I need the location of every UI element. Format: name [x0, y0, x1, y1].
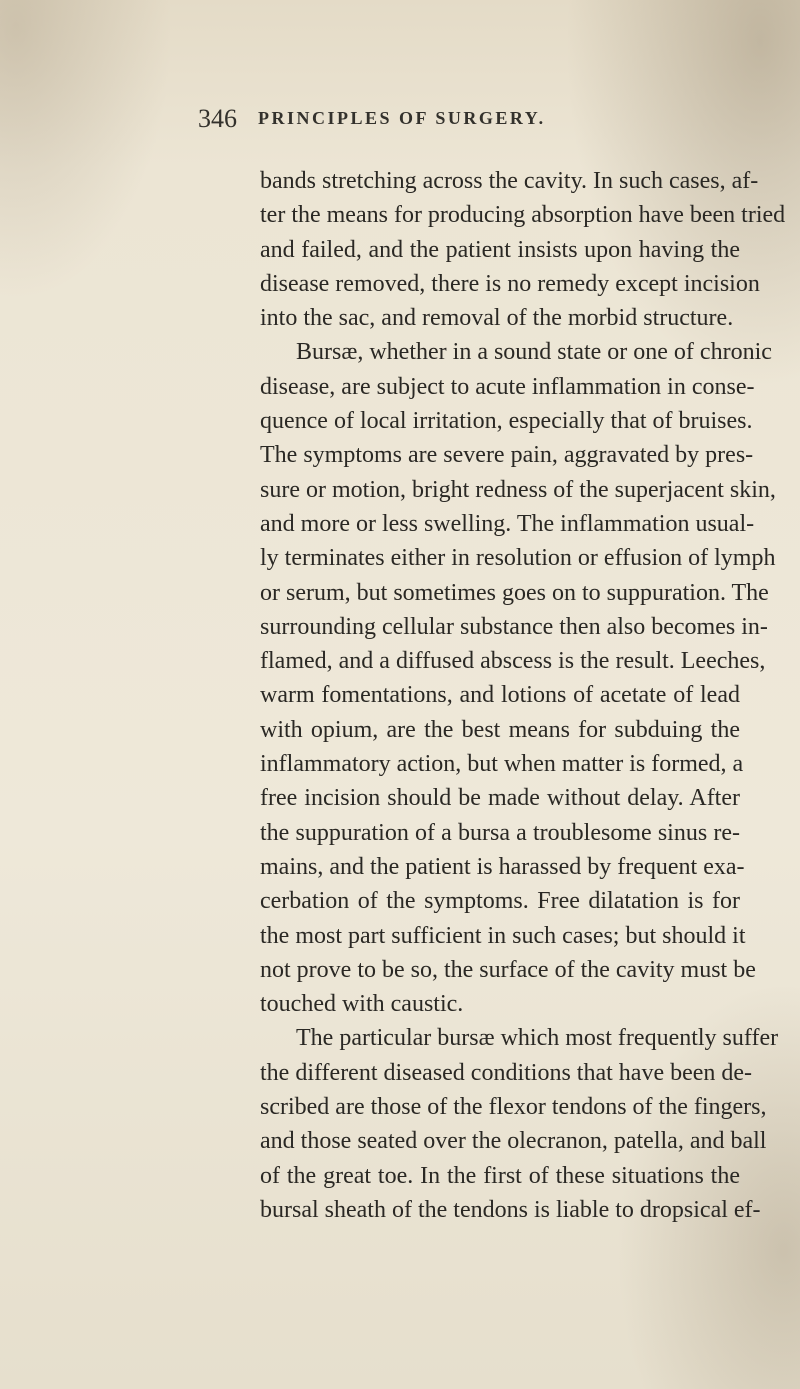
text-line: the different diseased conditions that have been de- [260, 1059, 753, 1086]
text-line: The particular bursæ which most frequently suffer [296, 1025, 779, 1052]
text-line: touched with caustic. [260, 991, 464, 1018]
text-line: The symptoms are severe pain, aggravated by pres- [260, 442, 754, 469]
text-line: warm fomentations, and lotions of acetate of lead [260, 682, 740, 709]
text-line: disease, are subject to acute inflammation in conse- [260, 373, 755, 400]
body-text [260, 164, 786, 1227]
text-line: the most part sufficient in such cases; but should it [260, 922, 746, 949]
paragraph [260, 335, 776, 1021]
text-line: and failed, and the patient insists upon having the [260, 236, 740, 263]
text-line: quence of local irritation, especially that of bruises. [260, 408, 753, 435]
text-line: or serum, but sometimes goes on to suppuration. The [260, 579, 769, 606]
text-line: disease removed, there is no remedy except incision [260, 270, 760, 297]
text-line: mains, and the patient is harassed by frequent exa- [260, 853, 745, 880]
text-line: with opium, are the best means for subduing the [260, 716, 740, 743]
text-line: Bursæ, whether in a sound state or one of chronic [296, 339, 772, 366]
text-line: bands stretching across the cavity. In such cases, af- [260, 168, 759, 194]
text-line: cerbation of the symptoms. Free dilatation is for [260, 888, 740, 915]
text-line: the suppuration of a bursa a troublesome sinus re- [260, 819, 740, 846]
text-line: sure or motion, bright redness of the superjacent skin, [260, 476, 776, 503]
text-line: surrounding cellular substance then also becomes in- [260, 613, 768, 640]
text-line: bursal sheath of the tendons is liable to dropsical ef- [260, 1196, 761, 1223]
text-line: ter the means for producing absorption have been tried [260, 202, 786, 229]
text-line: flamed, and a diffused abscess is the result. Leeches, [260, 648, 766, 675]
text-line: of the great toe. In the first of these situations the [260, 1162, 740, 1189]
text-line: into the sac, and removal of the morbid structure. [260, 305, 734, 332]
paragraph [260, 1021, 779, 1227]
text-line: inflammatory action, but when matter is formed, a [260, 751, 744, 778]
text-line: free incision should be made without delay. After [260, 785, 740, 812]
paragraph [260, 164, 786, 335]
text-line: not prove to be so, the surface of the cavity must be [260, 956, 756, 983]
text-line: scribed are those of the flexor tendons of the fingers, [260, 1094, 767, 1121]
text-line: ly terminates either in resolution or effusion of lymph [260, 545, 776, 572]
text-line: and more or less swelling. The inflammation usual- [260, 510, 755, 537]
running-title: PRINCIPLES OF SURGERY. [258, 108, 546, 128]
text-line: and those seated over the olecranon, patella, and ball [260, 1128, 767, 1155]
page-number: 346 [198, 104, 237, 133]
